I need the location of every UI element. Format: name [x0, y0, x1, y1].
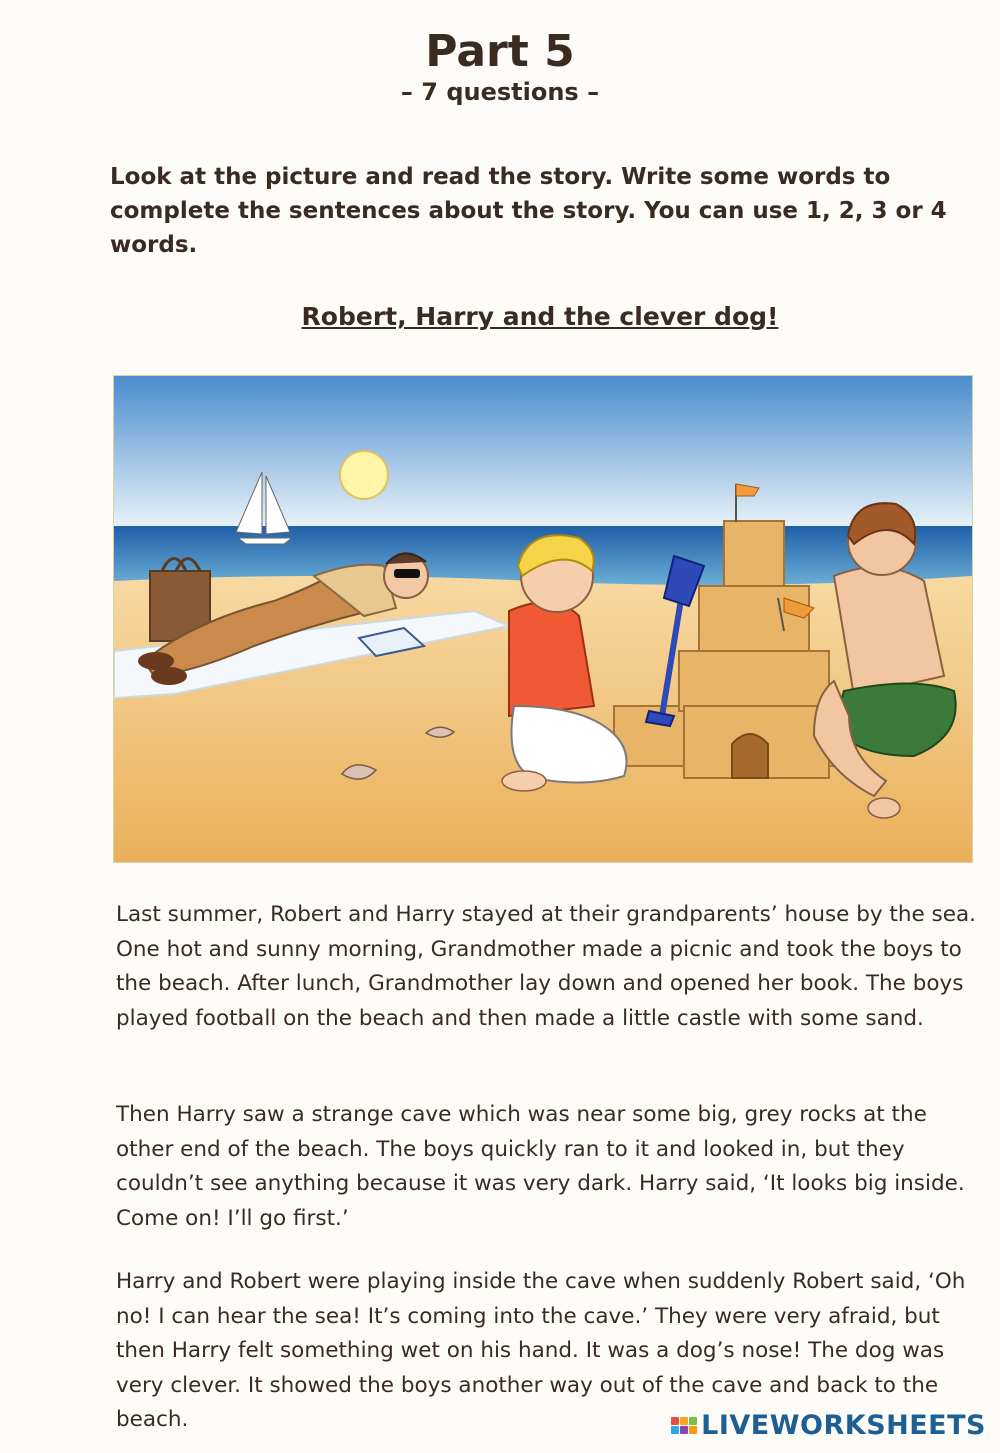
page-subtitle: – 7 questions –	[400, 78, 600, 106]
page-title: Part 5	[425, 26, 575, 77]
story-title: Robert, Harry and the clever dog!	[301, 302, 779, 331]
beach-illustration	[113, 375, 973, 863]
story-paragraph: Last summer, Robert and Harry stayed at their grandparents’ house by the sea. One hot and sunny morning, Grandmother made a picnic and took the boys to the beach. After lunch, Grandmother lay down and opened her book. The boys played football on the beach and then made a little castle with some sand.	[116, 902, 976, 1031]
sky	[114, 376, 972, 526]
instructions-text: Look at the picture and read the story. Write some words to complete the sentences about the story. You can use 1, 2, 3 or 4 words.	[110, 164, 947, 258]
liveworksheets-logo-icon	[671, 1417, 697, 1434]
sun-icon	[340, 451, 388, 499]
story-paragraph: Harry and Robert were playing inside the cave when suddenly Robert said, ‘Oh no! I can hear the sea! It’s coming into the cave.’ They were very afraid, but then Harry felt something wet on his hand. It was a dog’s nose! The dog was very clever. It showed the boys another way out of the cave and back to the beach.	[116, 1269, 966, 1432]
story-paragraph: Then Harry saw a strange cave which was near some big, grey rocks at the other end of the beach. The boys quickly ran to it and looked in, but they couldn’t see anything because it was very dark. Harry said, ‘It looks big inside. Come on! I’ll go first.’	[116, 1102, 965, 1231]
liveworksheets-watermark[interactable]	[671, 1410, 986, 1441]
watermark-text: LIVEWORKSHEETS	[701, 1410, 986, 1441]
